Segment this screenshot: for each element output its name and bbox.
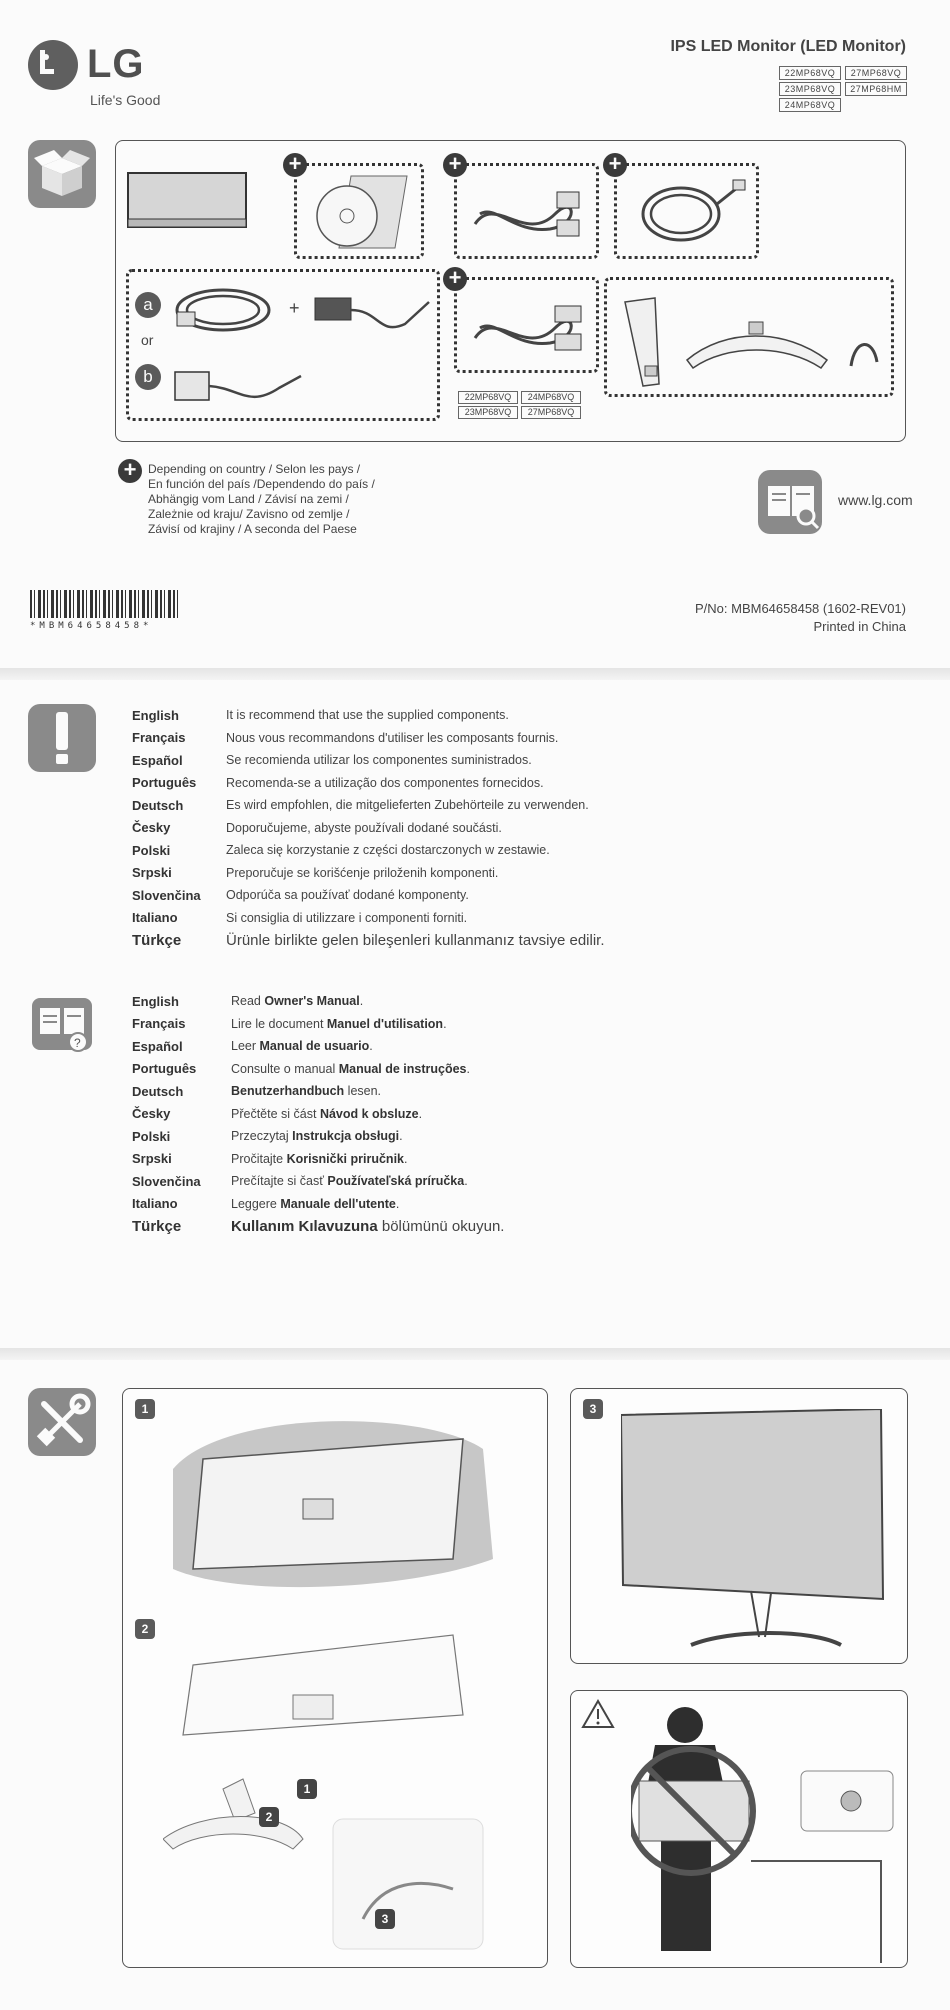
box-contents-icon bbox=[28, 140, 96, 208]
manual-text bbox=[231, 1218, 504, 1235]
model-label: 22MP68VQ bbox=[458, 391, 518, 404]
dvi-cable-box bbox=[454, 277, 599, 373]
footnote-line: Abhängig vom Land / Závisí na zemi / bbox=[148, 492, 349, 506]
language-label: Polski bbox=[132, 1128, 171, 1144]
assembly-step-3-panel bbox=[570, 1388, 908, 1664]
manual-text-post: . bbox=[466, 1061, 470, 1076]
box-contents-frame bbox=[115, 140, 906, 442]
manual-text-pre: Pročitajte bbox=[231, 1151, 287, 1166]
sub-step-badge: 2 bbox=[259, 1807, 279, 1827]
notice-text: Nous vous recommandons d'utiliser les composants fournis. bbox=[226, 730, 559, 745]
model-label: 27MP68HM bbox=[845, 82, 907, 96]
manual-text bbox=[231, 1084, 381, 1098]
optional-plus-icon: + bbox=[603, 153, 627, 177]
monitor-face-down-illustration bbox=[163, 1409, 503, 1609]
manual-title: Manual de instruções bbox=[338, 1061, 467, 1076]
stand-attach-illustration bbox=[163, 1769, 503, 1959]
manual-title: Instrukcja obsługi bbox=[292, 1129, 400, 1144]
monitor-back-illustration bbox=[163, 1625, 483, 1765]
manual-text-pre: Lire le document bbox=[231, 1016, 327, 1031]
footnote-line: Depending on country / Selon les pays / bbox=[148, 462, 361, 476]
manual-text-post: . bbox=[443, 1016, 447, 1031]
manual-text bbox=[231, 1107, 422, 1121]
assembled-monitor-illustration bbox=[621, 1409, 891, 1654]
language-label: Português bbox=[132, 775, 197, 791]
manual-text-pre: Leer bbox=[231, 1039, 260, 1054]
manual-title: Používateľská príručka bbox=[327, 1174, 465, 1189]
manual-text bbox=[231, 1152, 407, 1166]
notice-text: Se recomienda utilizar los componentes suministrados. bbox=[226, 753, 532, 768]
option-a-badge: a bbox=[135, 292, 161, 318]
model-label: 22MP68VQ bbox=[779, 66, 841, 80]
step-number-badge: 2 bbox=[135, 1619, 155, 1639]
part-number: P/No: MBM64658458 (1602-REV01) bbox=[694, 601, 906, 616]
step-number-badge: 1 bbox=[135, 1399, 155, 1419]
manual-title: Manual de usuario bbox=[259, 1039, 370, 1054]
manual-text-post: . bbox=[404, 1151, 408, 1166]
manual-text bbox=[231, 1039, 373, 1053]
optional-plus-icon: + bbox=[443, 153, 467, 177]
language-label: Español bbox=[132, 1038, 183, 1054]
manual-text-post: . bbox=[369, 1039, 373, 1054]
sub-step-badge: 1 bbox=[297, 1779, 317, 1799]
language-label: Türkçe bbox=[132, 931, 182, 949]
notice-text: Doporučujeme, abyste používali dodané součásti. bbox=[226, 820, 502, 835]
barcode-text: *MBM64658458* bbox=[30, 621, 153, 631]
manual-title: Návod k obsluze bbox=[319, 1106, 419, 1121]
manual-text-post: . bbox=[395, 1196, 400, 1211]
stand-parts-box bbox=[604, 277, 894, 397]
sheet-box-contents bbox=[0, 0, 950, 668]
manual-text-post: bölümünü okuyun. bbox=[377, 1217, 505, 1235]
language-label: Srpski bbox=[132, 865, 172, 881]
page-tear-divider bbox=[0, 668, 950, 680]
notice-text: It is recommend that use the supplied components. bbox=[226, 708, 509, 723]
cable-box bbox=[454, 163, 599, 259]
plus-join-label: + bbox=[289, 298, 300, 318]
brand-tagline: Life's Good bbox=[90, 92, 161, 108]
manual-text bbox=[231, 1129, 403, 1143]
ac-adapter-illustration bbox=[309, 284, 435, 344]
brand-name: LG bbox=[87, 42, 145, 86]
notice-text: Recomenda-se a utilização dos componentes fornecidos. bbox=[226, 775, 544, 790]
language-label: Deutsch bbox=[132, 797, 184, 813]
manual-text-pre: Leggere bbox=[231, 1196, 281, 1211]
language-label: Italiano bbox=[132, 1196, 178, 1212]
notice-text: Zaleca się korzystanie z części dostarczonych w zestawie. bbox=[226, 843, 550, 858]
language-label: Česky bbox=[132, 1106, 171, 1122]
language-label: Česky bbox=[132, 820, 171, 836]
sheet-assembly bbox=[0, 1360, 950, 2010]
manual-text bbox=[231, 1017, 447, 1031]
document-title: IPS LED Monitor (LED Monitor) bbox=[670, 38, 906, 55]
manual-text-pre: Read bbox=[231, 994, 265, 1009]
manual-search-icon bbox=[758, 470, 822, 534]
notice-text: Preporučuje se korišćenje priloženih komponenti. bbox=[226, 865, 499, 880]
hdmi-cable-illustration bbox=[629, 174, 749, 252]
footnote-line: Závisí od krajiny / A seconda del Paese bbox=[148, 522, 357, 536]
model-label: 27MP68VQ bbox=[845, 66, 907, 80]
sheet-notices bbox=[0, 680, 950, 1348]
manual-text bbox=[231, 1174, 468, 1188]
footnote-line: En función del país /Dependendo do país / bbox=[148, 477, 375, 491]
notice-text: Ürünle birlikte gelen bileşenleri kullanmanız tavsiye edilir. bbox=[226, 931, 605, 949]
manual-text-pre: Prečítajte si časť bbox=[231, 1174, 328, 1189]
language-label: Srpski bbox=[132, 1151, 172, 1167]
language-label: Español bbox=[132, 752, 183, 768]
dsub-cable-illustration bbox=[465, 174, 590, 252]
components-notice-table bbox=[132, 704, 605, 952]
wall-adapter-illustration bbox=[169, 358, 309, 414]
manual-text-pre: Přečtěte si část bbox=[231, 1106, 320, 1121]
printed-in: Printed in China bbox=[813, 619, 906, 634]
manual-text bbox=[231, 994, 363, 1008]
notice-text: Es wird empfohlen, die mitgelieferten Zubehörteile zu verwenden. bbox=[226, 798, 589, 813]
assembly-steps-1-2-panel bbox=[122, 1388, 548, 1968]
manual-text-pre: Przeczytaj bbox=[231, 1129, 293, 1144]
manual-text-post: . bbox=[359, 994, 364, 1009]
language-label: Italiano bbox=[132, 910, 178, 926]
barcode-graphic bbox=[30, 590, 180, 618]
notice-text: Odporúča sa používať dodané komponenty. bbox=[226, 888, 469, 903]
cd-box bbox=[294, 163, 424, 259]
dvi-cable-illustration bbox=[465, 288, 590, 366]
language-label: Slovenčina bbox=[132, 1173, 201, 1189]
manual-text-post: . bbox=[399, 1129, 403, 1144]
language-label: Français bbox=[132, 730, 186, 746]
option-b-badge: b bbox=[135, 364, 161, 390]
language-label: English bbox=[132, 707, 179, 723]
language-label: Français bbox=[132, 1016, 186, 1032]
manual-text bbox=[231, 1197, 399, 1211]
language-label: Polski bbox=[132, 842, 171, 858]
manual-text-post: lesen. bbox=[344, 1084, 382, 1099]
manual-text-post: . bbox=[464, 1174, 468, 1189]
do-not-hold-screen-illustration bbox=[631, 1701, 901, 1963]
model-label: 24MP68VQ bbox=[521, 391, 581, 404]
warning-panel bbox=[570, 1690, 908, 1968]
language-label: Português bbox=[132, 1061, 197, 1077]
step-number-badge: 3 bbox=[583, 1399, 603, 1419]
model-label: 24MP68VQ bbox=[779, 98, 841, 112]
page-tear-divider bbox=[0, 1348, 950, 1360]
language-label: English bbox=[132, 993, 179, 1009]
manual-notice-table bbox=[132, 990, 504, 1238]
dvi-model-list bbox=[458, 391, 581, 419]
language-label: Deutsch bbox=[132, 1083, 184, 1099]
warning-triangle-icon bbox=[581, 1699, 615, 1729]
optional-plus-icon: + bbox=[443, 267, 467, 291]
monitor-illustration bbox=[126, 171, 248, 229]
lg-logo-icon bbox=[28, 40, 78, 90]
language-label: Türkçe bbox=[132, 1217, 182, 1235]
read-manual-icon bbox=[28, 992, 96, 1060]
manual-text-pre: Consulte o manual bbox=[231, 1061, 339, 1076]
manual-title: Kullanım Kılavuzuna bbox=[231, 1217, 378, 1235]
sub-step-badge: 3 bbox=[375, 1909, 395, 1929]
svg-text:?: ? bbox=[74, 1036, 81, 1050]
manual-text bbox=[231, 1062, 470, 1076]
manual-title: Benutzerhandbuch bbox=[231, 1084, 345, 1099]
model-list bbox=[779, 66, 907, 112]
optional-plus-icon: + bbox=[283, 153, 307, 177]
model-label: 23MP68VQ bbox=[458, 406, 518, 419]
cd-illustration bbox=[311, 172, 411, 252]
power-adapter-box bbox=[126, 269, 440, 421]
country-footnote bbox=[148, 462, 375, 537]
part-number-block bbox=[695, 600, 906, 636]
manual-title: Manuale dell'utente bbox=[280, 1196, 396, 1211]
model-label: 23MP68VQ bbox=[779, 82, 841, 96]
language-label: Slovenčina bbox=[132, 887, 201, 903]
stand-parts-illustration bbox=[615, 288, 887, 392]
manual-title: Manuel d'utilisation bbox=[326, 1016, 444, 1031]
or-label: or bbox=[141, 332, 154, 348]
website-link[interactable]: www.lg.com bbox=[838, 492, 913, 508]
caution-exclamation-icon bbox=[28, 704, 96, 772]
footnote-line: Zależnie od kraju/ Zavisno od zemlje / bbox=[148, 507, 350, 521]
manual-title: Korisnički priručnik bbox=[286, 1151, 404, 1166]
manual-title: Owner's Manual bbox=[264, 994, 360, 1009]
power-cord-illustration bbox=[169, 278, 279, 342]
tools-icon bbox=[28, 1388, 96, 1456]
model-label: 27MP68VQ bbox=[521, 406, 581, 419]
notice-text: Si consiglia di utilizzare i componenti forniti. bbox=[226, 910, 468, 925]
coil-cable-box bbox=[614, 163, 759, 259]
manual-text-post: . bbox=[418, 1106, 423, 1121]
optional-plus-icon: + bbox=[118, 459, 142, 483]
